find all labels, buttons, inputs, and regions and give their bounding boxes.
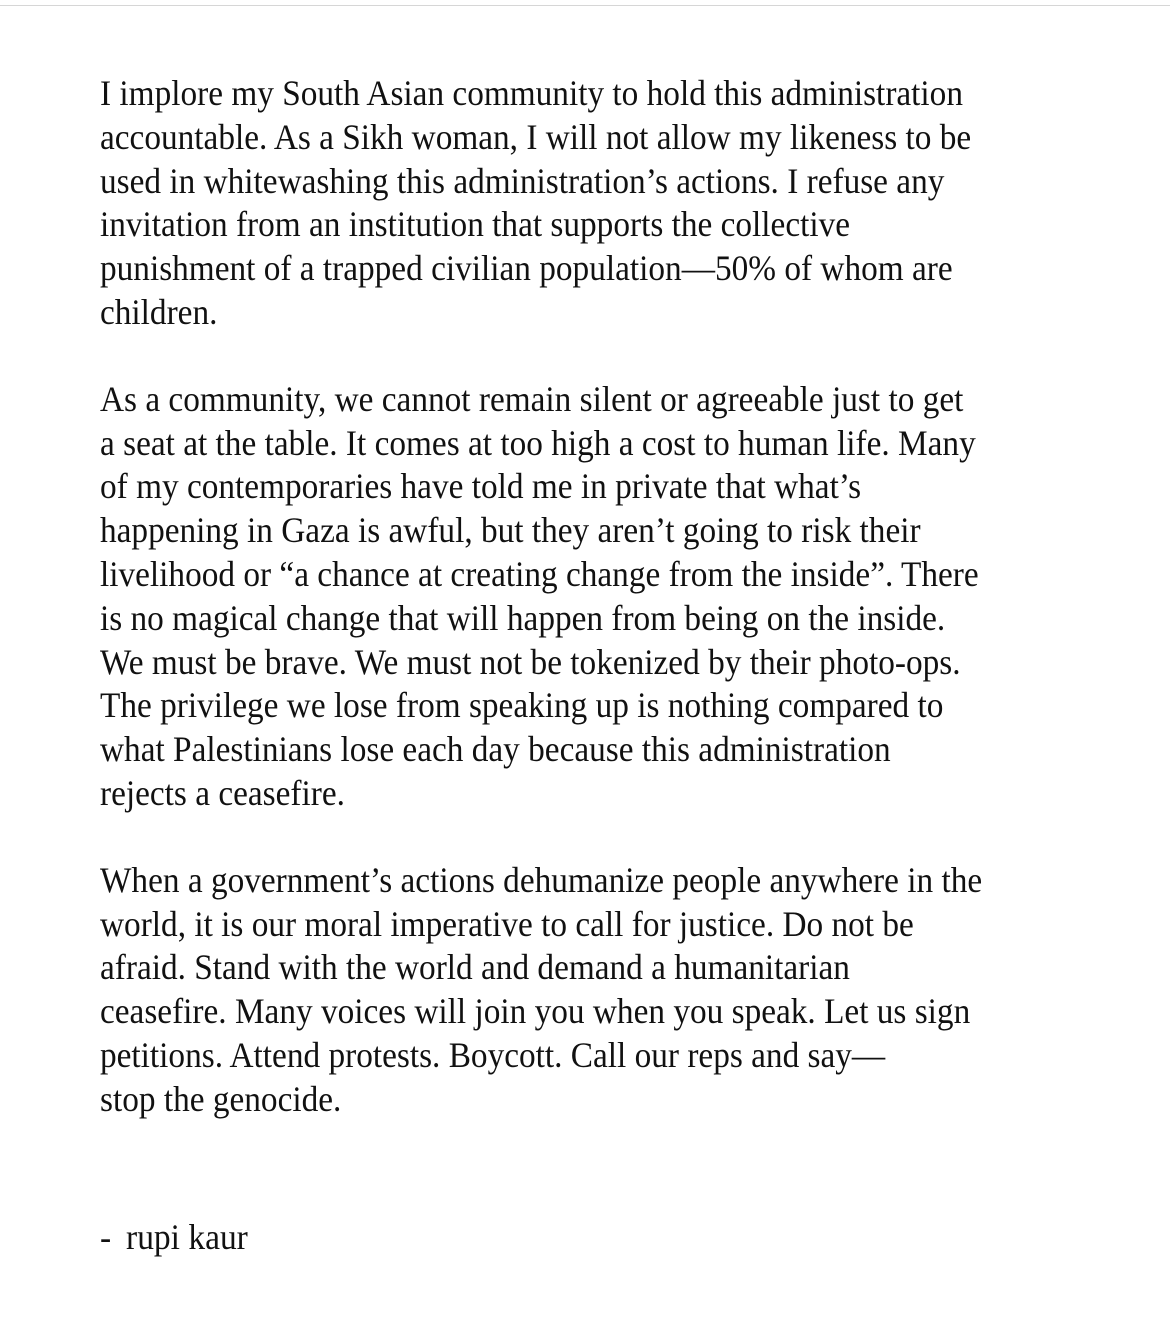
text-line: world, it is our moral imperative to call for justice. Do not be xyxy=(100,903,914,944)
text-line: stop the genocide. xyxy=(100,1078,342,1119)
text-line: accountable. As a Sikh woman, I will not allow my likeness to be xyxy=(100,116,972,157)
text-line: The privilege we lose from speaking up is nothing compared to xyxy=(100,685,944,726)
text-line: a seat at the table. It comes at too high a cost to human life. Many xyxy=(100,422,976,463)
text-line: When a government’s actions dehumanize people anywhere in the xyxy=(100,859,983,900)
paragraph-3 xyxy=(100,859,1100,1122)
top-divider xyxy=(0,5,1170,6)
text-line: afraid. Stand with the world and demand a humanitarian xyxy=(100,947,850,988)
paragraph-2 xyxy=(100,378,1100,816)
text-line: happening in Gaza is awful, but they aren’t going to risk their xyxy=(100,510,921,551)
text-line: ceasefire. Many voices will join you when you speak. Let us sign xyxy=(100,991,971,1032)
text-line: livelihood or “a chance at creating change from the inside”. There xyxy=(100,553,979,594)
text-line: used in whitewashing this administration’s actions. I refuse any xyxy=(100,160,945,201)
paragraph-1 xyxy=(100,72,1100,335)
text-line: of my contemporaries have told me in private that what’s xyxy=(100,466,862,507)
text-line: what Palestinians lose each day because this administration xyxy=(100,729,891,770)
statement-body xyxy=(100,72,1100,1165)
text-line: punishment of a trapped civilian population—50% of whom are xyxy=(100,248,953,289)
text-line: petitions. Attend protests. Boycott. Call our reps and say— xyxy=(100,1034,886,1075)
text-line: I implore my South Asian community to hold this administration xyxy=(100,73,963,113)
text-line: As a community, we cannot remain silent or agreeable just to get xyxy=(100,378,964,419)
text-line: is no magical change that will happen from being on the inside. xyxy=(100,597,946,638)
text-line: invitation from an institution that supports the collective xyxy=(100,204,851,245)
signature-dash: - xyxy=(100,1217,112,1257)
text-line: rejects a ceasefire. xyxy=(100,772,345,813)
text-line: children. xyxy=(100,291,218,332)
author-name: rupi kaur xyxy=(126,1217,248,1257)
text-line: We must be brave. We must not be tokenized by their photo-ops. xyxy=(100,641,961,682)
signature xyxy=(100,1216,248,1258)
